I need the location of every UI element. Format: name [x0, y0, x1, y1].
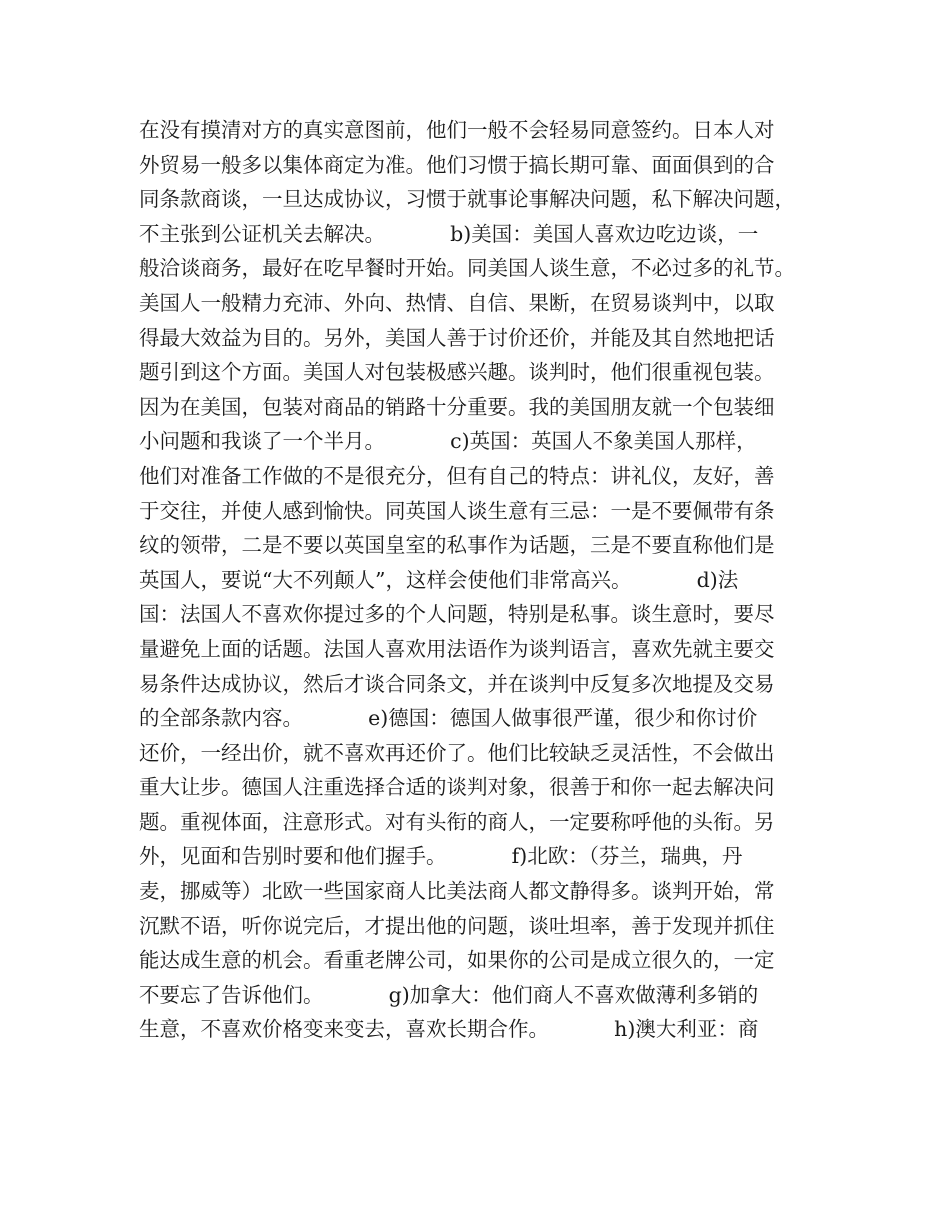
- text-line: 得最大效益为目的。另外，美国人善于讨价还价，并能及其自然地把话: [139, 325, 775, 350]
- text-line: 同条款商谈，一旦达成协议，习惯于就事论事解决问题，私下解决问题，: [139, 187, 795, 212]
- text-line: 外贸易一般多以集体商定为准。他们习惯于搞长期可靠、面面俱到的合: [139, 152, 775, 177]
- text-line: 题。重视体面，注意形式。对有头衔的商人，一定要称呼他的头衔。另: [139, 809, 775, 834]
- text-line: 不主张到公证机关去解决。 b)美国：美国人喜欢边吃边谈，一: [139, 221, 759, 246]
- text-line: 题引到这个方面。美国人对包装极感兴趣。谈判时，他们很重视包装。: [139, 360, 775, 385]
- text-line: 他们对准备工作做的不是很充分，但有自己的特点：讲礼仪，友好，善: [139, 463, 775, 488]
- text-line: 易条件达成协议，然后才谈合同条文，并在谈判中反复多次地提及交易: [139, 671, 775, 696]
- text-line: 在没有摸清对方的真实意图前，他们一般不会轻易同意签约。日本人对: [139, 118, 775, 142]
- text-line: 能达成生意的机会。看重老牌公司，如果你的公司是成立很久的，一定: [139, 948, 775, 973]
- text-line: 外，见面和告别时要和他们握手。 f)北欧：（芬兰，瑞典，丹: [139, 844, 743, 869]
- text-line: 国：法国人不喜欢你提过多的个人问题，特别是私事。谈生意时，要尽: [139, 602, 775, 627]
- text-line: 重大让步。德国人注重选择合适的谈判对象，很善于和你一起去解决问: [139, 775, 775, 800]
- text-line: 量避免上面的话题。法国人喜欢用法语作为谈判语言，喜欢先就主要交: [139, 636, 775, 661]
- body-text: [139, 113, 829, 1047]
- text-line: 小问题和我谈了一个半月。 c)英国：英国人不象美国人那样，: [139, 429, 757, 454]
- text-line: 英国人，要说“大不列颠人”，这样会使他们非常高兴。 d)法: [139, 567, 739, 592]
- text-line: 生意，不喜欢价格变来变去，喜欢长期合作。 h)澳大利亚：商: [139, 1017, 759, 1042]
- text-line: 纹的领带，二是不要以英国皇室的私事作为话题，三是不要直称他们是: [139, 533, 775, 558]
- text-line: 还价，一经出价，就不喜欢再还价了。他们比较缺乏灵活性，不会做出: [139, 740, 775, 765]
- text-line: 麦，挪威等）北欧一些国家商人比美法商人都文静得多。谈判开始，常: [139, 879, 775, 904]
- text-line: 因为在美国，包装对商品的销路十分重要。我的美国朋友就一个包装细: [139, 394, 775, 419]
- text-line: 的全部条款内容。 e)德国：德国人做事很严谨，很少和你讨价: [139, 706, 758, 731]
- text-line: 般洽谈商务，最好在吃早餐时开始。同美国人谈生意，不必过多的礼节。: [139, 256, 795, 281]
- text-line: 沉默不语，听你说完后，才提出他的问题，谈吐坦率，善于发现并抓住: [139, 913, 775, 938]
- text-line: 不要忘了告诉他们。 g)加拿大：他们商人不喜欢做薄利多销的: [139, 982, 759, 1007]
- text-line: 美国人一般精力充沛、外向、热情、自信、果断，在贸易谈判中，以取: [139, 290, 775, 315]
- text-line: 于交往，并使人感到愉快。同英国人谈生意有三忌：一是不要佩带有条: [139, 498, 775, 523]
